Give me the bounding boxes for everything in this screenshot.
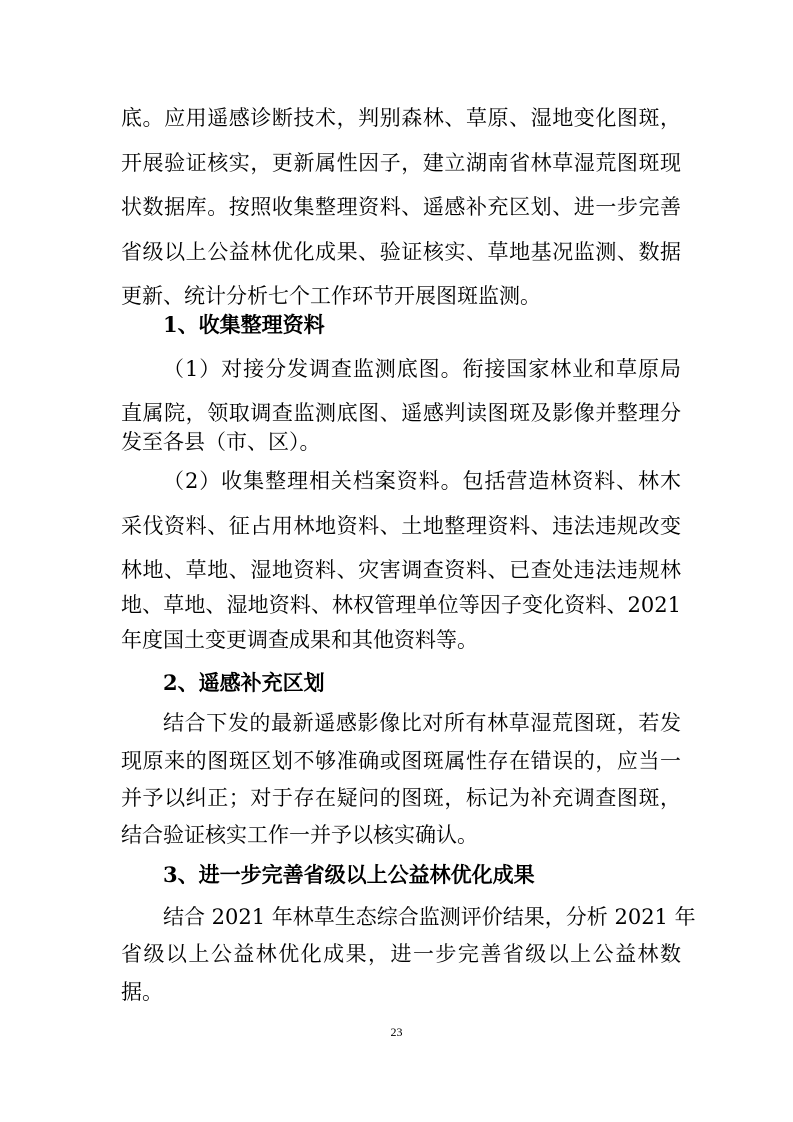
paragraph-line: 省级以上公益林优化成果、验证核实、草地基况监测、数据 [121, 240, 681, 264]
section-heading: 1、收集整理资料 [163, 312, 325, 337]
paragraph-line: 地、草地、湿地资料、林权管理单位等因子变化资料、2021 [121, 593, 681, 617]
paragraph-line: 底。应用遥感诊断技术，判别森林、草原、湿地变化图斑， [121, 106, 681, 130]
paragraph-line: 据。 [121, 980, 163, 1004]
paragraph-line: 直属院，领取调查监测底图、遥感判读图斑及影像并整理分 [121, 401, 681, 425]
paragraph-line: 现原来的图斑区划不够准确或图斑属性存在错误的，应当一 [121, 749, 681, 773]
page-number: 23 [390, 1025, 403, 1039]
paragraph-line: 林地、草地、湿地资料、灾害调查资料、已查处违法违规林 [121, 558, 681, 582]
section-heading: 3、进一步完善省级以上公益林优化成果 [163, 862, 535, 887]
paragraph-line: 省级以上公益林优化成果，进一步完善省级以上公益林数 [121, 942, 681, 966]
paragraph-line: 年度国土变更调查成果和其他资料等。 [121, 628, 478, 652]
paragraph-line: 状数据库。按照收集整理资料、遥感补充区划、进一步完善 [121, 195, 681, 219]
paragraph-line: 结合 2021 年林草生态综合监测评价结果，分析 2021 年 [163, 905, 696, 929]
paragraph-line: （1）对接分发调查监测底图。衔接国家林业和草原局 [163, 357, 681, 381]
paragraph-line: 更新、统计分析七个工作环节开展图斑监测。 [121, 284, 541, 308]
paragraph-line: 结合下发的最新遥感影像比对所有林草湿荒图斑，若发 [163, 711, 681, 735]
paragraph-line: 发至各县（市、区）。 [121, 430, 321, 454]
paragraph-line: 开展验证核实，更新属性因子，建立湖南省林草湿荒图斑现 [121, 151, 681, 175]
paragraph-line: 并予以纠正；对于存在疑问的图斑，标记为补充调查图斑， [121, 786, 681, 810]
paragraph-line: 结合验证核实工作一并予以核实确认。 [121, 823, 478, 847]
paragraph-line: （2）收集整理相关档案资料。包括营造林资料、林木 [163, 469, 681, 493]
section-heading: 2、遥感补充区划 [163, 670, 325, 695]
paragraph-line: 采伐资料、征占用林地资料、土地整理资料、违法违规改变 [121, 514, 681, 538]
